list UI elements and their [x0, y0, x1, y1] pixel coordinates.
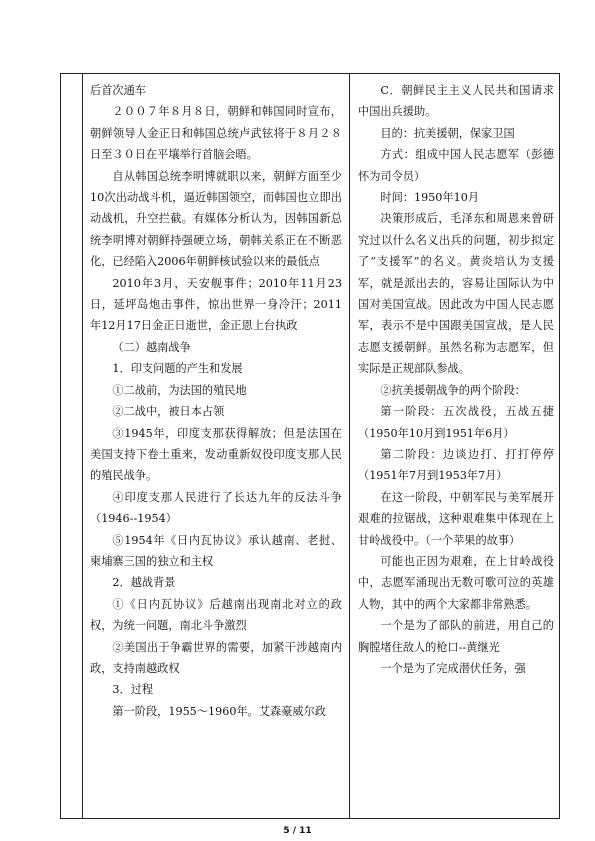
paragraph: ２００７年８月８日，朝鲜和韩国同时宣布，朝鲜领导人金正日和韩国总统卢武铉将于８月２８日至３０日在平壤举行首脑会晤。 [90, 105, 342, 162]
paragraph: 第一阶段：五次战役，五战五捷（1950年10月到1951年6月） [358, 405, 554, 440]
paragraph: ①《日内瓦协议》后越南出现南北对立的政权，为统一问题，南北斗争激烈 [90, 597, 342, 633]
paragraph: 1．印支问题的产生和发展 [112, 362, 243, 376]
column-divider [349, 74, 350, 818]
paragraph: 后首次通车 [90, 84, 146, 97]
page-number: 5 / 11 [283, 826, 312, 836]
paragraph: 目的：抗美援朝，保家卫国 [380, 126, 515, 140]
paragraph: ④印度支那人民进行了长达九年的反法斗争（1946--1954） [90, 490, 342, 526]
paragraph: ⑤1954年《日内瓦协议》承认越南、老挝、柬埔寨三国的独立和主权 [90, 533, 342, 568]
paragraph: 一个是为了完成潜伏任务，强 [380, 661, 526, 675]
paragraph: ②美国出于争霸世界的需要，加紧干涉越南内政，支持南越政权 [90, 640, 342, 675]
left-column-text [90, 80, 342, 722]
paragraph: 第一阶段，1955～1960年。艾森豪威尔政 [112, 704, 326, 718]
paragraph: ②抗美援朝战争的两个阶段： [380, 383, 526, 397]
paragraph: 一个是为了部队的前进，用自己的胸膛堵住敌人的枪口--黄继光 [358, 619, 554, 654]
paragraph: 在这一阶段，中朝军民与美军展开艰难的拉锯战，这种艰难集中体现在上甘岭战役中。（一个苹果的故事） [358, 490, 554, 547]
paragraph: 第二阶段：边谈边打、打打停停（1951年7月到1953年7月） [358, 447, 554, 483]
paragraph: ①二战前，为法国的殖民地 [112, 383, 247, 397]
paragraph: 决策形成后，毛泽东和周恩来曾研究过以什么名义出兵的问题，初步拟定了“支援军”的名义。黄炎培认为支援军，就是派出去的，容易让国际认为中国对美国宣战。因此改为中国人民志愿军，表示不是中国跟美国宣战，是人民志愿支援朝鲜。虽然名称为志愿军，但实际是正规部队参战。 [358, 212, 554, 376]
paragraph: 自从韩国总统李明博就职以来，朝鲜方面至少10次出动战斗机，逼近韩国领空，而韩国也立即出动战机，升空拦截。有媒体分析认为，因韩国新总统李明博对朝鲜持强硬立场，朝韩关系正在不断恶化，已经陷入2006年朝鲜核试验以来的最低点 [90, 169, 342, 269]
paragraph: ②二战中，被日本占领 [112, 405, 225, 419]
lesson-table [82, 73, 560, 819]
paragraph: 方式：组成中国人民志愿军（彭德怀为司令员） [358, 148, 554, 183]
paragraph: 时间：1950年10月 [380, 191, 480, 205]
paragraph: C．朝鲜民主主义人民共和国请求中国出兵援助。 [358, 84, 554, 119]
paragraph: 2．越战背景 [112, 576, 176, 590]
right-column-text [358, 80, 554, 679]
paragraph: ③1945年，印度支那获得解放；但是法国在美国支持下卷土重来，发动重新奴役印度支那人民的殖民战争。 [90, 426, 342, 483]
table-margin-column [60, 73, 82, 819]
paragraph: 可能也正因为艰难，在上甘岭战役中，志愿军涌现出无数可歌可泣的英雄人物，其中的两个大家都非常熟悉。 [358, 554, 554, 611]
paragraph: （二）越南战争 [112, 340, 191, 354]
paragraph: 2010年3月，天安舰事件；2010年11月23日，延坪岛炮击事件，惊出世界一身冷汗；2011年12月17日金正日逝世，金正恩上台执政 [90, 276, 342, 333]
paragraph: 3．过程 [112, 683, 154, 697]
